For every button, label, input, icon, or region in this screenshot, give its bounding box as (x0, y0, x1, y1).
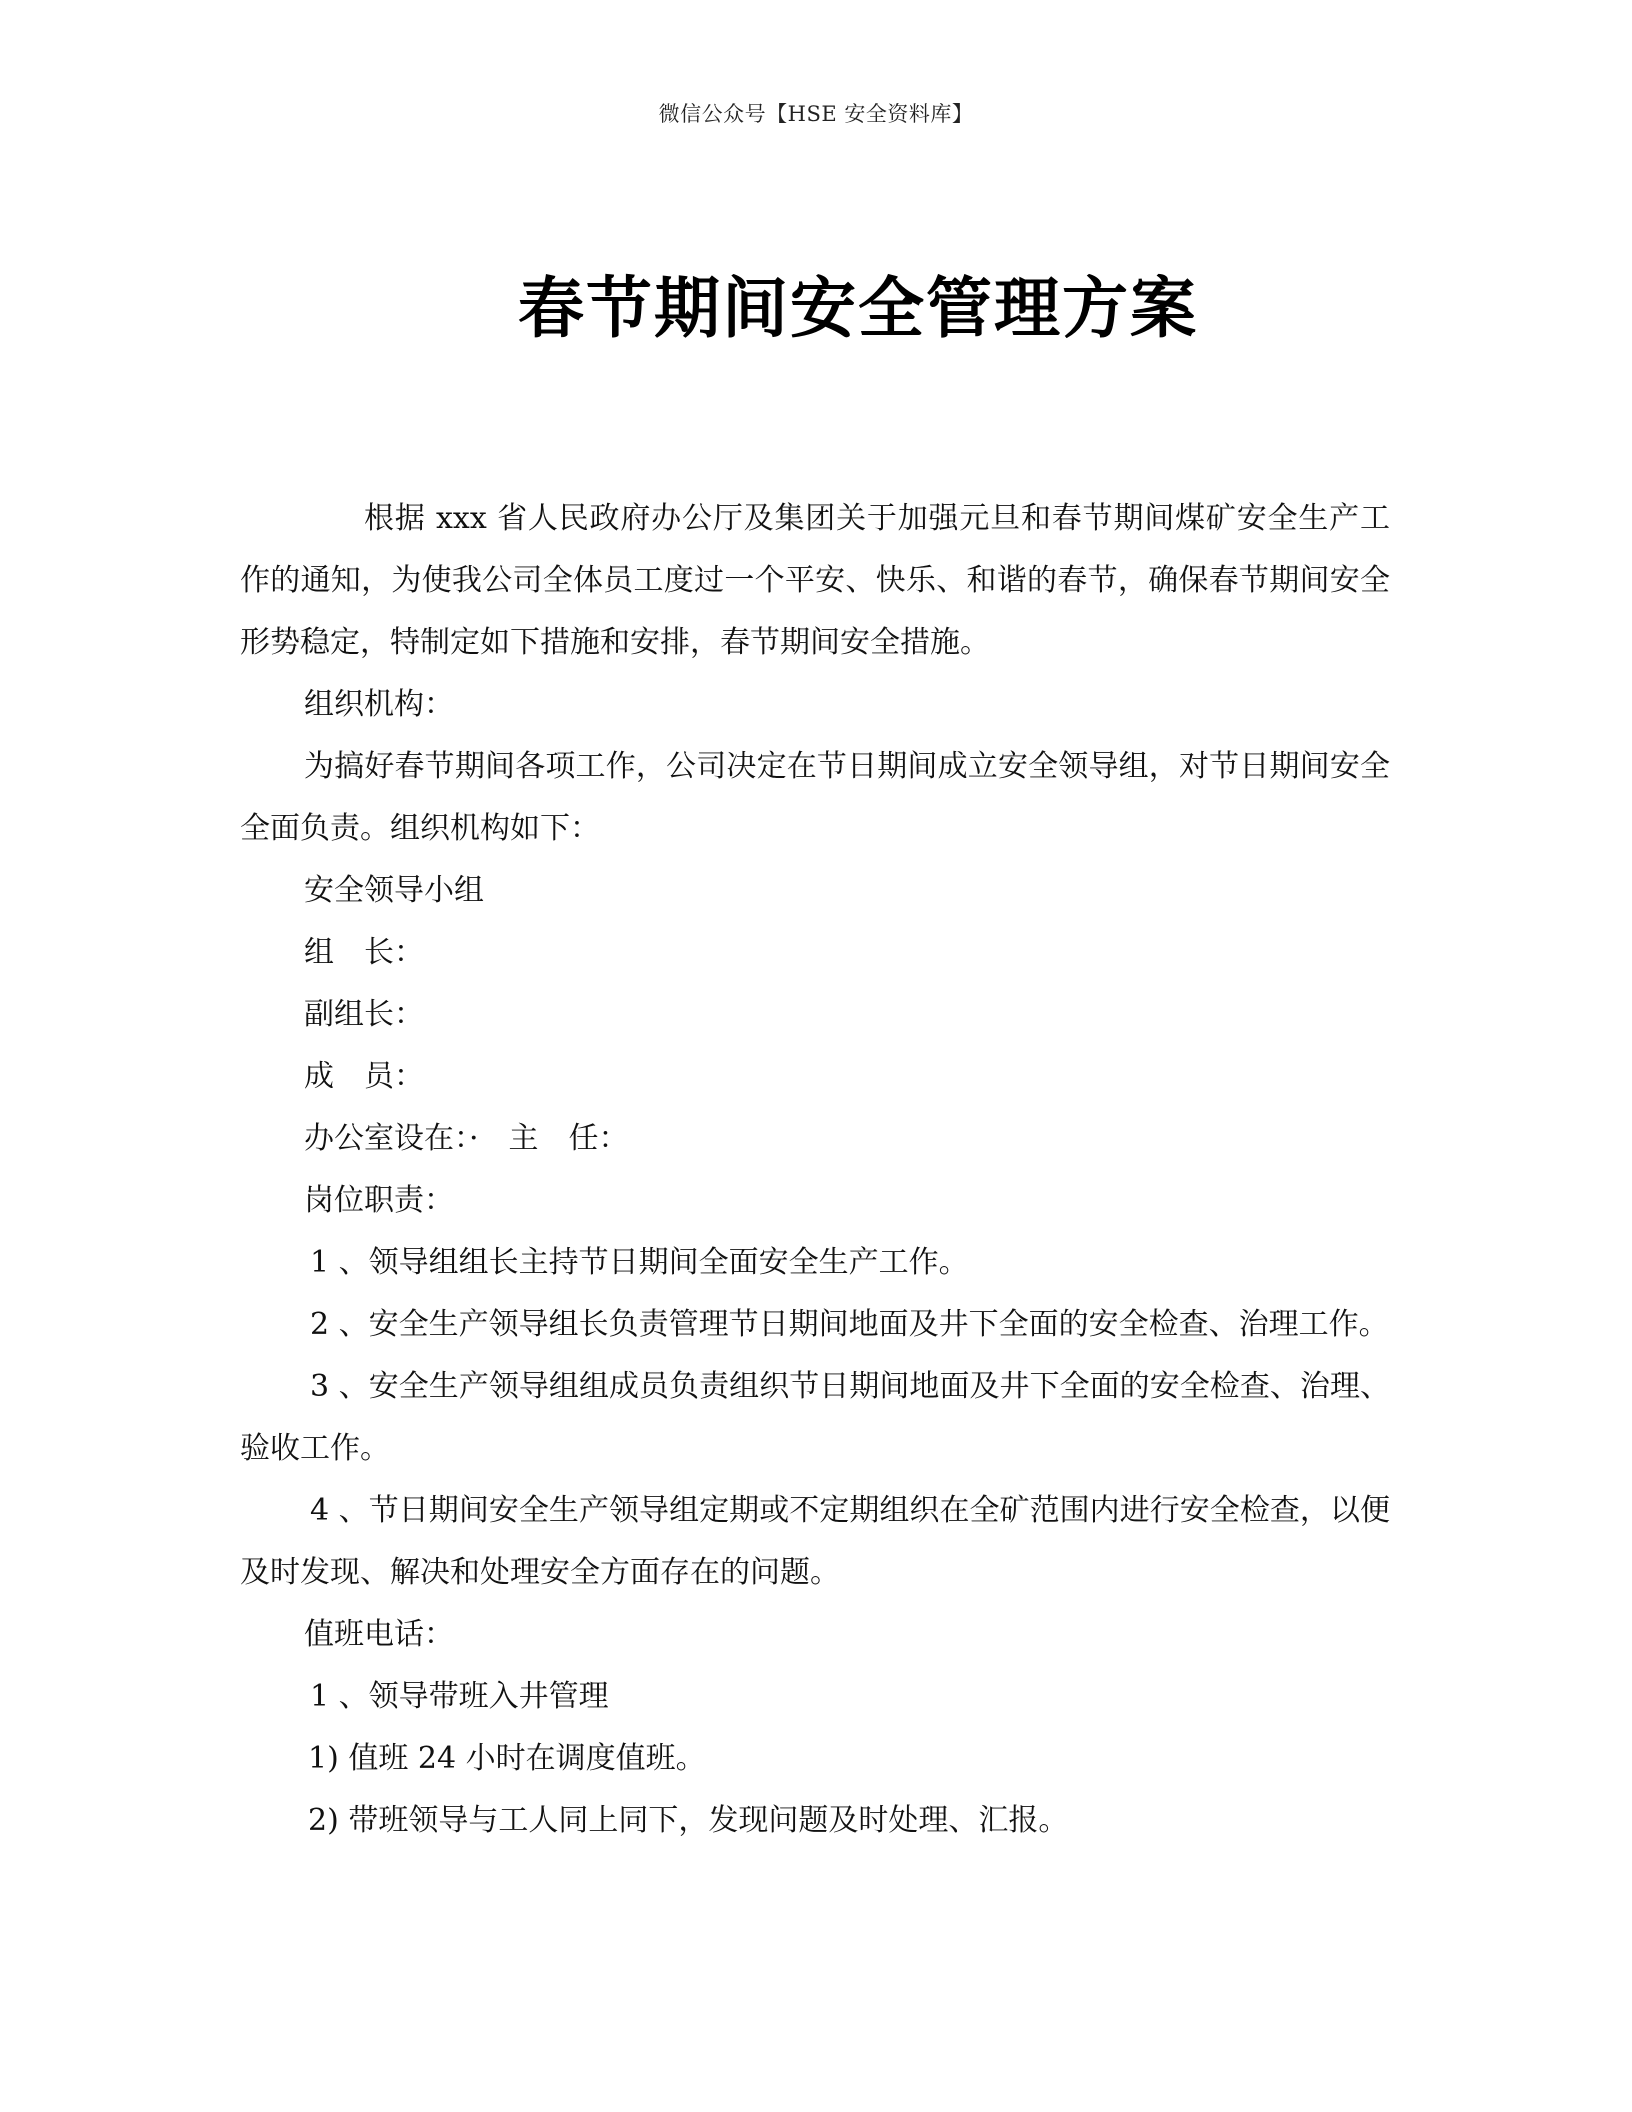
list-item-shift-1: 1 、领导带班入井管理 (310, 1679, 609, 1714)
document-title: 春节期间安全管理方案 (518, 269, 1198, 347)
label-members: 成 员： (304, 1059, 424, 1094)
list-item-duty-3: 3 、安全生产领导组组成员负责组织节日期间地面及井下全面的安全检查、治理、验收工作。 (240, 1369, 1390, 1466)
label-office: 办公室设在：· 主 任： (304, 1121, 629, 1156)
list-subitem-shift-1: 1) 值班 24 小时在调度值班。 (308, 1741, 706, 1776)
label-leadership-group: 安全领导小组 (304, 873, 484, 908)
paragraph-intro: 根据 xxx 省人民政府办公厅及集团关于加强元旦和春节期间煤矿安全生产工作的通知，为使我公司全体员工度过一个平安、快乐、和谐的春节，确保春节期间安全形势稳定，特制定如下措施和安排，春节期间安全措施。 (240, 501, 1390, 660)
list-item-duty-4: 4 、节日期间安全生产领导组定期或不定期组织在全矿范围内进行安全检查，以便及时发现、解决和处理安全方面存在的问题。 (240, 1493, 1390, 1590)
document-body (240, 488, 1390, 1852)
list-item-duty-2: 2 、安全生产领导组长负责管理节日期间地面及井下全面的安全检查、治理工作。 (310, 1307, 1389, 1342)
heading-responsibilities: 岗位职责： (304, 1183, 454, 1218)
list-item-duty-1: 1 、领导组组长主持节日期间全面安全生产工作。 (310, 1245, 969, 1280)
heading-duty-phone: 值班电话： (304, 1617, 454, 1652)
page-header: 微信公众号【HSE 安全资料库】 (658, 102, 974, 126)
label-deputy-leader: 副组长： (304, 997, 424, 1032)
paragraph-organization: 为搞好春节期间各项工作，公司决定在节日期间成立安全领导组，对节日期间安全全面负责。组织机构如下： (240, 749, 1390, 846)
label-group-leader: 组 长： (304, 935, 424, 970)
list-subitem-shift-2: 2) 带班领导与工人同上同下，发现问题及时处理、汇报。 (308, 1803, 1069, 1838)
heading-organization: 组织机构： (304, 687, 454, 722)
